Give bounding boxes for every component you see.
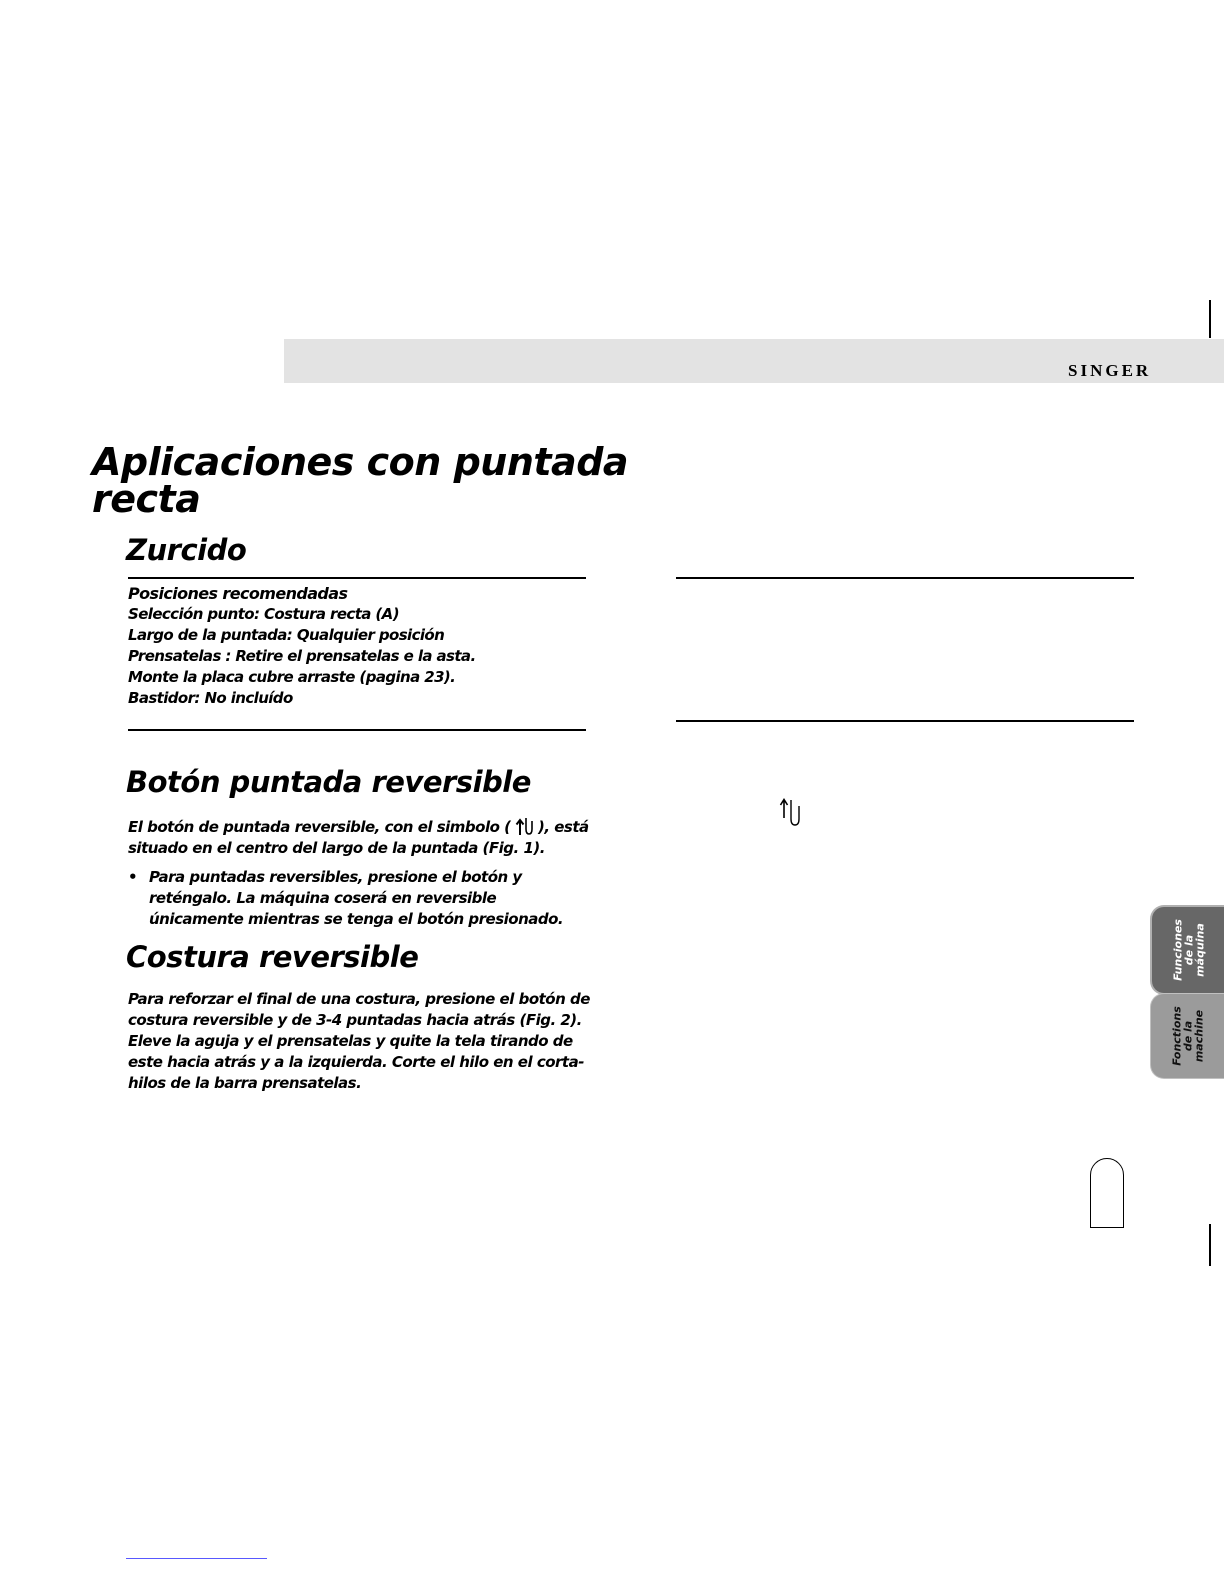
reverse-stitch-icon xyxy=(515,815,533,837)
costura-paragraph: Para reforzar el final de una costura, presione el botón de costura reversible y de 3-4 puntadas hacia atrás (Fig. 2). Eleve la aguja y el prensatelas y quite la tela tirando de este hacia atrás y a la izquierda. Corte el hilo en el corta-hilos de la barra prensatelas. xyxy=(128,990,590,1092)
list-item: • Para puntadas reversibles, presione el botón y reténgalo. La máquina coserá en reversible únicamente mientras se tenga el botón presionado. xyxy=(128,868,564,928)
side-tab-fonctions[interactable]: Fonctions de la machine xyxy=(1150,993,1224,1079)
side-tab-funciones[interactable]: Funciones de la máquina xyxy=(1150,905,1224,995)
settings-line: Bastidor: No incluído xyxy=(128,689,293,707)
brand-logo: SINGER xyxy=(1068,361,1152,380)
edge-marker-bottom xyxy=(1209,1224,1211,1266)
bullet-icon: • xyxy=(128,868,138,886)
section-heading-costura: Costura reversible xyxy=(126,940,419,974)
edge-marker-top xyxy=(1209,300,1211,338)
divider-right xyxy=(676,577,1134,579)
divider xyxy=(128,729,586,731)
footer-link-line xyxy=(126,1558,267,1559)
settings-line: Monte la placa cubre arraste (pagina 23). xyxy=(128,668,456,686)
recommended-settings xyxy=(128,583,476,709)
settings-line: Selección punto: Costura recta (A) xyxy=(128,605,399,623)
settings-line: Largo de la puntada: Qualquier posición xyxy=(128,626,445,644)
page-title: Aplicaciones con puntada recta xyxy=(92,440,629,521)
section-heading-zurcido: Zurcido xyxy=(126,533,247,567)
page-number-box xyxy=(1090,1158,1124,1228)
settings-heading: Posiciones recomendadas xyxy=(128,584,348,603)
settings-line: Prensatelas : Retire el prensatelas e la asta. xyxy=(128,647,476,665)
section-heading-boton: Botón puntada reversible xyxy=(126,765,531,799)
reverse-stitch-icon xyxy=(779,796,801,828)
divider-right xyxy=(676,720,1134,722)
divider xyxy=(128,577,586,579)
boton-paragraph: El botón de puntada reversible, con el simbolo ( ), está situado en el centro del largo de la puntada (Fig. 1). xyxy=(128,815,598,859)
